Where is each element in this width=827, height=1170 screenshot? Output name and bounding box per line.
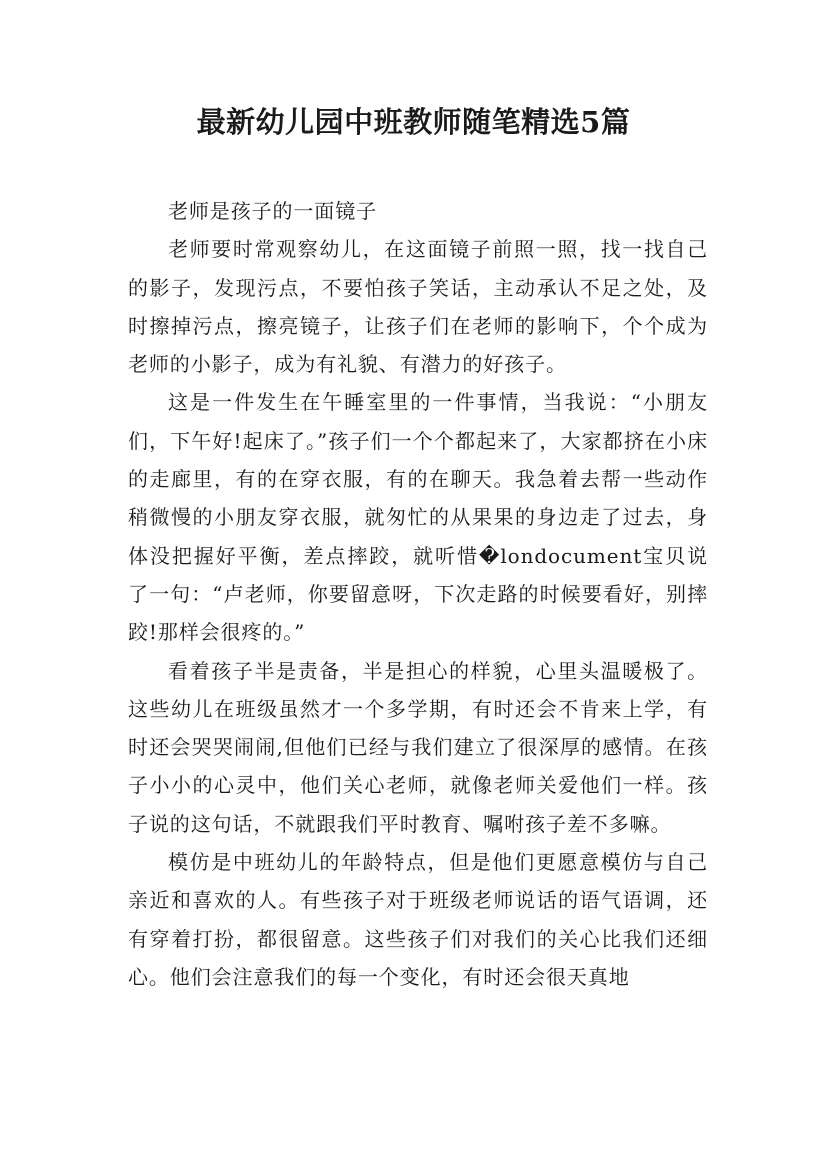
paragraph-heading: 老师是孩子的一面镜子 <box>168 199 377 223</box>
document-body <box>128 192 708 996</box>
paragraph: 模仿是中班幼儿的年龄特点，但是他们更愿意模仿与自己亲近和喜欢的人。有些孩子对于班级老师说话的语气语调，还有穿着打扮，都很留意。这些孩子们对我们的关心比我们还细心。他们会注意我们的每一个变化，有时还会很天真地 <box>128 850 708 989</box>
paragraph: 这是一件发生在午睡室里的一件事情，当我说：“小朋友们，下午好!起床了。”孩子们一个个都起来了，大家都挤在小床的走廊里，有的在穿衣服，有的在聊天。我急着去帮一些动作稍微慢的小朋友穿衣服，就匆忙的从果果的身边走了过去，身体没把握好平衡，差点摔跤，就听惜�londocument宝贝说了一句：“卢老师，你要留意呀，下次走路的时候要看好，别摔跤!那样会很疼的。” <box>128 390 708 645</box>
paragraph: 看着孩子半是责备，半是担心的样貌，心里头温暖极了。这些幼儿在班级虽然才一个多学期，有时还会不肯来上学，有时还会哭哭闹闹,但他们已经与我们建立了很深厚的感情。在孩子小小的心灵中，他们关心老师，就像老师关爱他们一样。孩子说的这句话，不就跟我们平时教育、嘱咐孩子差不多嘛。 <box>128 658 708 836</box>
paragraph: 老师要时常观察幼儿，在这面镜子前照一照，找一找自己的影子，发现污点，不要怕孩子笑话，主动承认不足之处，及时擦掉污点，擦亮镜子，让孩子们在老师的影响下，个个成为老师的小影子，成为有礼貌、有潜力的好孩子。 <box>128 237 708 377</box>
document-title: 最新幼儿园中班教师随笔精选5篇 <box>196 105 631 139</box>
